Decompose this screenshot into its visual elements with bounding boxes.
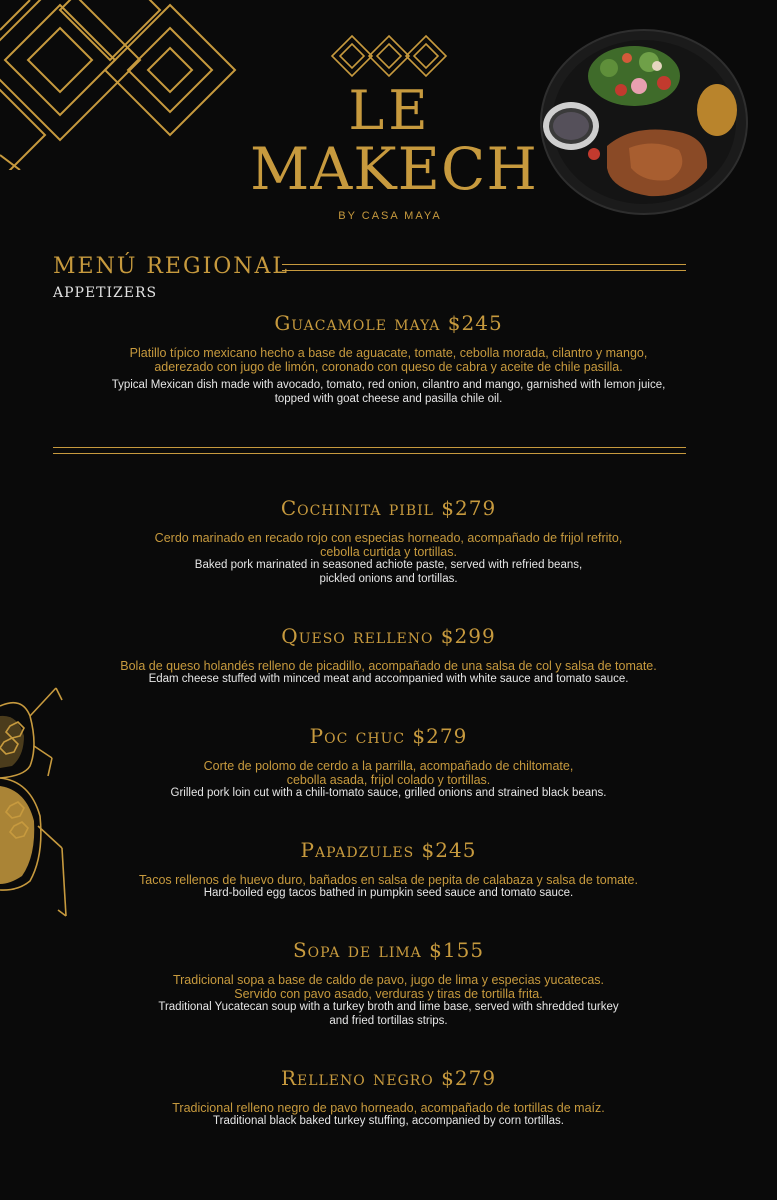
- menu-item: [60, 623, 717, 687]
- menu-item-desc-es: Bola de queso holandés relleno de picadillo, acompañado de una salsa de col y salsa de tomate.: [120, 659, 657, 673]
- brand-logo: [250, 79, 538, 222]
- menu-item: [60, 837, 717, 901]
- menu-item-desc-en: Traditional Yucatecan soup with a turkey broth and lime base, served with shredded turkey and fried tortillas strips.: [158, 1001, 619, 1027]
- section-rule: [282, 264, 686, 271]
- section-subtitle: APPETIZERS: [53, 285, 158, 301]
- menu-item: [60, 937, 717, 1028]
- menu-item-desc-en: Grilled pork loin cut with a chili-tomato sauce, grilled onions and strained black beans.: [170, 787, 607, 799]
- logo-line-makech: MAKECH: [250, 135, 538, 203]
- dish-photo: [539, 28, 749, 216]
- menu-item-desc-en: Edam cheese stuffed with minced meat and accompanied with white sauce and tomato sauce.: [148, 673, 629, 685]
- menu-item-title: Relleno negro $279: [280, 1066, 497, 1090]
- logo-line-le: LE: [348, 79, 432, 142]
- menu-item-title: Poc chuc $279: [309, 724, 468, 748]
- menu-item-title: Cochinita pibil $279: [280, 496, 497, 520]
- menu-item: [60, 495, 717, 586]
- menu-item-desc-en: Traditional black baked turkey stuffing, accompanied by corn tortillas.: [213, 1115, 564, 1127]
- divider: [53, 447, 686, 454]
- menu-item-desc-es: Corte de polomo de cerdo a la parrilla, acompañado de chiltomate, cebolla asada, frijol colado y tortillas.: [203, 759, 574, 787]
- menu-item-title: Guacamole maya $245: [274, 311, 503, 335]
- menu-item: [60, 1065, 717, 1129]
- menu-item: [60, 723, 717, 801]
- menu-item-desc-es: Tradicional sopa a base de caldo de pavo, jugo de lima y especias yucatecas. Servido con pavo asado, verduras y tiras de tortilla frita.: [172, 973, 605, 1001]
- menu-item-desc-es: Cerdo marinado en recado rojo con especias horneado, acompañado de frijol refrito, cebolla curtida y tortillas.: [154, 531, 623, 559]
- menu-item-title: Queso relleno $299: [281, 624, 496, 648]
- menu-item-desc-en: Hard-boiled egg tacos bathed in pumpkin seed sauce and tomato sauce.: [203, 887, 574, 899]
- diamond-ornament: [330, 34, 448, 78]
- menu-item-desc-en: Baked pork marinated in seasoned achiote paste, served with refried beans, pickled onions and tortillas.: [194, 559, 583, 585]
- menu-item-title: Sopa de lima $155: [292, 938, 485, 962]
- section-title: MENÚ REGIONAL: [53, 254, 290, 279]
- menu-item-desc-es: Platillo típico mexicano hecho a base de aguacate, tomate, cebolla morada, cilantro y mango, aderezado con jugo de limón, coronado con queso de cabra y aceite de chile pasilla.: [129, 346, 648, 374]
- menu-item-title: Papadzules $245: [300, 838, 477, 862]
- menu-item: [60, 310, 717, 406]
- menu-item-desc-es: Tradicional relleno negro de pavo horneado, acompañado de tortillas de maíz.: [172, 1101, 605, 1115]
- logo-tagline: BY CASA MAYA: [338, 210, 442, 222]
- menu-item-desc-es: Tacos rellenos de huevo duro, bañados en salsa de pepita de calabaza y salsa de tomate.: [139, 873, 638, 887]
- beetle-illustration: [0, 686, 74, 922]
- geometric-ornament: [0, 0, 240, 170]
- menu-item-desc-en: Typical Mexican dish made with avocado, tomato, red onion, cilantro and mango, garnished with lemon juice, topped with goat cheese and pasilla chile oil.: [111, 379, 666, 405]
